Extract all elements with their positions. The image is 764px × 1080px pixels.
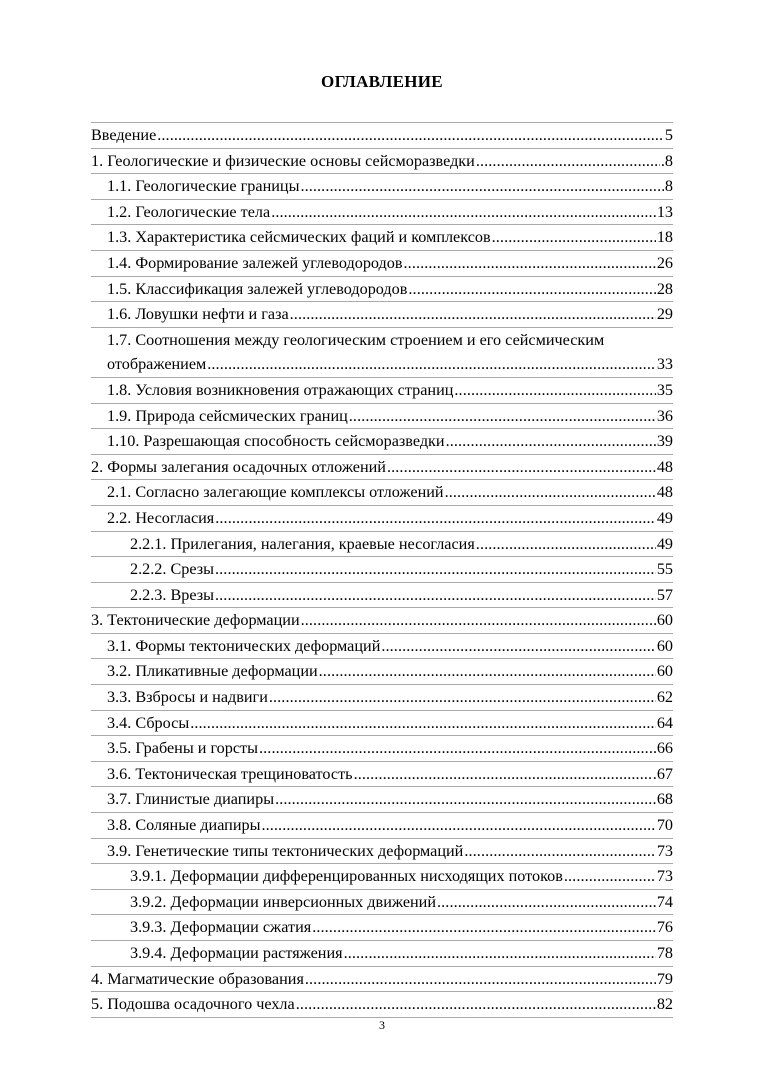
- toc-entry-label: 1.1. Геологические границы: [107, 177, 300, 196]
- toc-entry-page: 70: [656, 816, 673, 835]
- toc-entry-3-9[interactable]: [91, 838, 673, 864]
- toc-entry-page: 62: [656, 688, 673, 707]
- dot-leader: [476, 532, 656, 557]
- toc-entry-label: 3.9.1. Деформации дифференцированных нисходящих потоков: [130, 867, 563, 886]
- toc-entry-page: 18: [656, 228, 673, 247]
- dot-leader: [344, 941, 656, 966]
- toc-entry-1-9[interactable]: [91, 403, 673, 429]
- toc-entry-label: 3. Тектонические деформации: [91, 611, 300, 630]
- toc-entry-chapter-1[interactable]: [91, 148, 673, 174]
- toc-entry-page: 39: [656, 432, 673, 451]
- toc-entry-page: 35: [656, 380, 673, 399]
- dot-leader: [464, 839, 655, 864]
- toc-entry-page: 5: [664, 126, 673, 144]
- toc-entry-1-4[interactable]: [91, 250, 673, 276]
- toc-entry-label: 1.6. Ловушки нефти и газа: [107, 305, 289, 324]
- toc-entry-page: 48: [656, 483, 673, 502]
- toc-entry-1-7[interactable]: [91, 327, 673, 377]
- dot-leader: [354, 762, 652, 787]
- toc-entry-2-2[interactable]: [91, 505, 673, 531]
- toc-entry-page: 26: [656, 253, 673, 272]
- toc-entry-label: 2.2.3. Врезы: [130, 585, 215, 604]
- toc-entry-label: 1.2. Геологические тела: [107, 202, 271, 221]
- toc-entry-page: 48: [656, 457, 673, 476]
- toc-entry-page: 60: [656, 611, 673, 630]
- toc-entry-label: 1.4. Формирование залежей углеводородов: [107, 253, 403, 272]
- toc-entry-page: 33: [656, 355, 673, 374]
- toc-entry-chapter-2[interactable]: [91, 454, 673, 480]
- toc-entry-page: 76: [656, 918, 673, 937]
- toc-entry-3-9-4[interactable]: [91, 940, 673, 966]
- toc-entry-3-7[interactable]: [91, 786, 673, 812]
- page-title: ОГЛАВЛЕНИЕ: [321, 72, 443, 91]
- toc-entry-page: 29: [656, 305, 673, 324]
- dot-leader: [261, 813, 655, 838]
- toc-entry-3-4[interactable]: [91, 710, 673, 736]
- dot-leader: [408, 277, 655, 302]
- toc-entry-3-1[interactable]: [91, 633, 673, 659]
- toc-entry-label: 5. Подошва осадочного чехла: [91, 995, 295, 1014]
- toc-entry-label: 3.7. Глинистые диапиры: [107, 790, 275, 809]
- toc-entry-3-9-3[interactable]: [91, 914, 673, 940]
- toc-entry-chapter-5[interactable]: [91, 991, 673, 1018]
- toc-entry-3-8[interactable]: [91, 812, 673, 838]
- toc-entry-page: 55: [656, 560, 673, 579]
- toc-entry-page: 64: [656, 713, 673, 732]
- toc-entry-label: 3.2. Пликативные деформации: [107, 662, 318, 681]
- toc-entry-page: 49: [656, 534, 673, 553]
- toc-entry-3-9-1[interactable]: [91, 863, 673, 889]
- toc-entry-page: .67: [652, 764, 673, 783]
- dot-leader: [296, 992, 656, 1017]
- toc-entry-label: 3.9.2. Деформации инверсионных движений: [130, 892, 436, 911]
- dot-leader: [157, 123, 664, 148]
- toc-entry-page: 60: [656, 662, 673, 681]
- toc-entry-label: 2. Формы залегания осадочных отложений: [91, 457, 386, 476]
- dot-leader: [312, 915, 656, 940]
- dot-leader: [275, 787, 656, 812]
- toc-entry-page: 73: [656, 867, 673, 886]
- toc-entry-label: 1.3. Характеристика сейсмических фаций и комплексов: [107, 228, 491, 247]
- toc-entry-page: 13: [656, 202, 673, 221]
- toc-entry-label: 3.9. Генетические типы тектонических деформаций: [107, 841, 464, 860]
- dot-leader: [301, 608, 656, 633]
- toc-entry-page: .8: [660, 151, 673, 170]
- dot-leader: [269, 685, 656, 710]
- toc-entry-2-2-1[interactable]: [91, 531, 673, 557]
- dot-leader: [454, 378, 655, 403]
- toc-entry-label-line2: отображением: [107, 355, 207, 374]
- dot-leader: [319, 659, 656, 684]
- page-number: 3: [379, 1018, 385, 1032]
- dot-leader: [215, 506, 656, 531]
- toc-entry-page: 79: [656, 969, 673, 988]
- toc-entry-page: 78: [656, 944, 673, 962]
- toc-entry-1-10[interactable]: [91, 428, 673, 454]
- dot-leader: [207, 352, 656, 377]
- toc-entry-1-8[interactable]: [91, 377, 673, 403]
- toc-entry-2-2-2[interactable]: [91, 556, 673, 582]
- toc-entry-1-1[interactable]: [91, 173, 673, 199]
- toc-entry-chapter-3[interactable]: [91, 607, 673, 633]
- toc-entry-label: 3.1. Формы тектонических деформаций: [107, 636, 381, 655]
- toc-entry-page: 68: [656, 790, 673, 809]
- toc-entry-label: 3.3. Взбросы и надвиги: [107, 688, 268, 707]
- dot-leader: [215, 557, 656, 582]
- toc-entry-label: 3.8. Соляные диапиры: [107, 816, 261, 835]
- toc-entry-1-3[interactable]: [91, 224, 673, 250]
- dot-leader: [476, 149, 660, 174]
- dot-leader: [437, 890, 656, 915]
- toc-entry-introduction[interactable]: [91, 122, 673, 148]
- dot-leader: [445, 480, 656, 505]
- toc-entry-label: 3.6. Тектоническая трещиноватость: [107, 764, 353, 783]
- dot-leader: [190, 711, 656, 736]
- toc-entry-page: 57: [656, 585, 673, 604]
- dot-leader: [290, 302, 656, 327]
- toc-entry-label: 3.5. Грабены и горсты: [107, 739, 259, 758]
- dot-leader: [446, 429, 656, 454]
- toc-entry-label: 3.4. Сбросы: [107, 713, 190, 732]
- toc-entry-3-3[interactable]: [91, 684, 673, 710]
- toc-entry-label: 3.9.3. Деформации сжатия: [130, 918, 312, 937]
- toc-entry-page: 8: [664, 177, 673, 196]
- toc-entry-label: 1.10. Разрешающая способность сейсморазведки: [107, 432, 445, 451]
- toc-entry-label: 2.2. Несогласия: [107, 508, 215, 527]
- dot-leader: [387, 455, 656, 480]
- dot-leader: [349, 404, 656, 429]
- toc-entry-3-2[interactable]: [91, 658, 673, 684]
- toc-entry-3-9-2[interactable]: [91, 889, 673, 915]
- toc-entry-2-2-3[interactable]: [91, 582, 673, 608]
- dot-leader: [404, 251, 656, 276]
- table-of-contents: [91, 122, 673, 1018]
- dot-leader: [215, 583, 656, 608]
- toc-entry-page: 73: [656, 841, 673, 860]
- toc-entry-2-1[interactable]: [91, 479, 673, 505]
- dot-leader: [300, 174, 663, 199]
- toc-entry-label-line1: 1.7. Соотношения между геологическим строением и его сейсмическим: [107, 330, 605, 349]
- toc-entry-page: 28: [656, 279, 673, 298]
- toc-entry-page: 49: [656, 508, 673, 527]
- toc-entry-label: 2.1. Согласно залегающие комплексы отложений: [107, 483, 444, 502]
- toc-entry-label: 2.2.2. Срезы: [130, 560, 215, 579]
- dot-leader: [259, 736, 656, 761]
- toc-entry-label: 2.2.1. Прилегания, налегания, краевые несогласия: [130, 534, 475, 553]
- toc-entry-chapter-4[interactable]: [91, 966, 673, 992]
- toc-entry-label: Введение: [91, 126, 157, 144]
- toc-entry-label: 3.9.4. Деформации растяжения: [130, 944, 343, 962]
- toc-entry-page: 60: [656, 636, 673, 655]
- toc-entry-label: 1. Геологические и физические основы сейсморазведки: [91, 151, 475, 170]
- toc-entry-label: 1.5. Классификация залежей углеводородов: [107, 279, 408, 298]
- dot-leader: [492, 225, 656, 250]
- toc-entry-label: 4. Магматические образования: [91, 969, 304, 988]
- dot-leader: [271, 200, 656, 225]
- toc-entry-1-5[interactable]: [91, 276, 673, 302]
- toc-entry-label: 1.8. Условия возникновения отражающих страниц: [107, 380, 454, 399]
- toc-entry-page: 66: [656, 739, 673, 758]
- toc-entry-3-5[interactable]: [91, 735, 673, 761]
- dot-leader: [381, 634, 655, 659]
- toc-entry-1-2[interactable]: [91, 199, 673, 225]
- toc-entry-page: 74: [656, 892, 673, 911]
- toc-entry-page: 82: [656, 995, 673, 1014]
- toc-entry-1-6[interactable]: [91, 301, 673, 327]
- dot-leader: [305, 967, 656, 992]
- toc-entry-3-6[interactable]: [91, 761, 673, 787]
- toc-entry-label: 1.9. Природа сейсмических границ: [107, 406, 348, 425]
- toc-entry-page: 36: [656, 406, 673, 425]
- dot-leader: [564, 864, 656, 889]
